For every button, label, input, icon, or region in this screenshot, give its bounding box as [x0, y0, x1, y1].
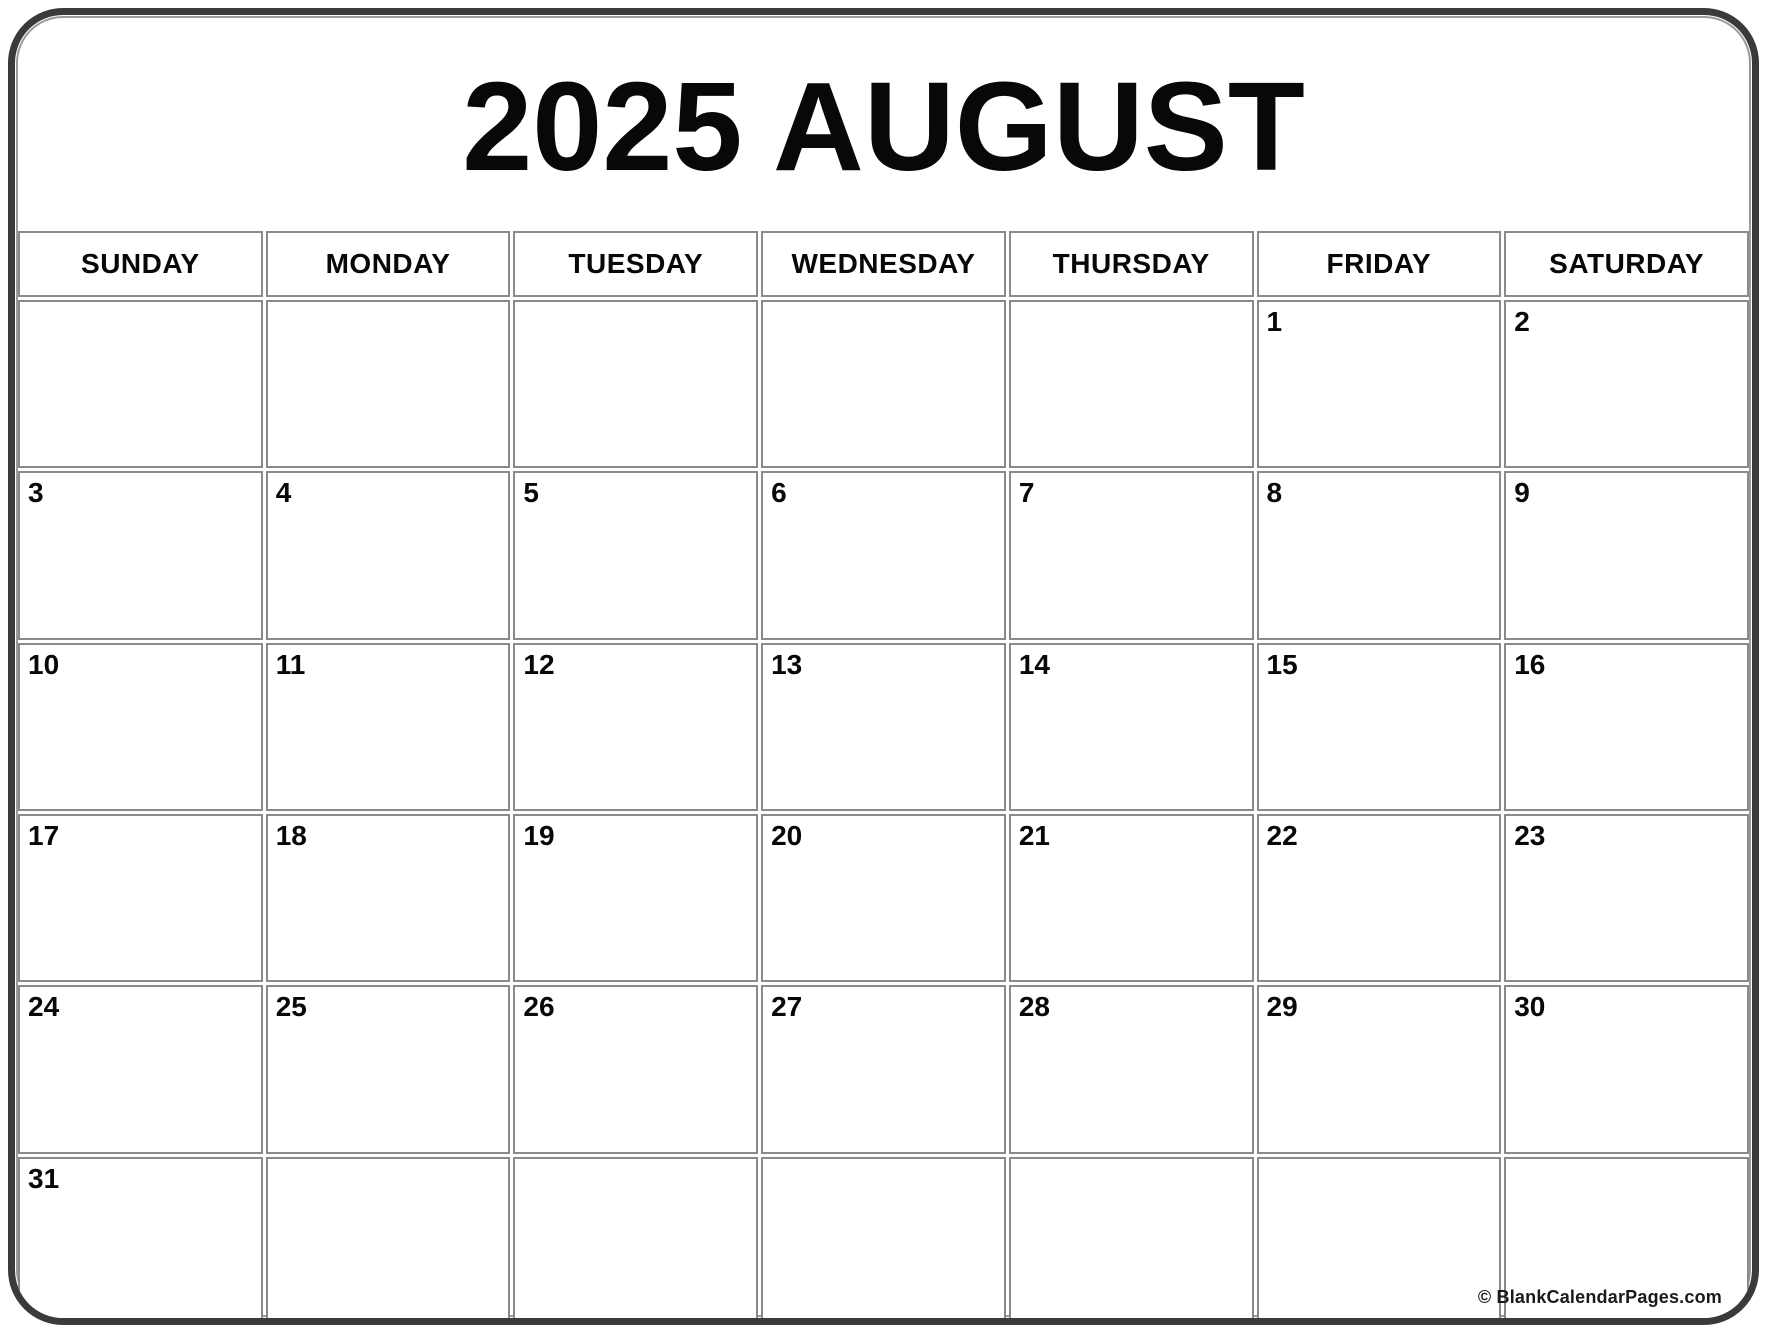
calendar-cell: 4 — [266, 471, 511, 639]
day-header-monday: MONDAY — [266, 231, 511, 297]
title-area — [15, 15, 1752, 228]
calendar-cell: 1 — [1257, 300, 1502, 468]
calendar-cell — [1009, 1157, 1254, 1325]
calendar-cell — [513, 300, 758, 468]
calendar-cell: 2 — [1504, 300, 1749, 468]
calendar-cell: 28 — [1009, 985, 1254, 1153]
calendar-cell — [761, 300, 1006, 468]
calendar-cell — [513, 1157, 758, 1325]
calendar-cell — [1009, 300, 1254, 468]
week-row-5 — [18, 985, 1749, 1153]
calendar-cell — [266, 300, 511, 468]
calendar-cell: 6 — [761, 471, 1006, 639]
calendar-cell: 14 — [1009, 643, 1254, 811]
week-row-3 — [18, 643, 1749, 811]
page-title: 2025 AUGUST — [462, 55, 1305, 197]
calendar-cell: 13 — [761, 643, 1006, 811]
calendar-cell: 7 — [1009, 471, 1254, 639]
day-header-row — [18, 231, 1749, 297]
calendar-cell — [761, 1157, 1006, 1325]
day-header-saturday: SATURDAY — [1504, 231, 1749, 297]
calendar-cell: 12 — [513, 643, 758, 811]
calendar-cell — [1257, 1157, 1502, 1325]
calendar-cell: 11 — [266, 643, 511, 811]
calendar-page — [8, 8, 1759, 1325]
day-header-thursday: THURSDAY — [1009, 231, 1254, 297]
calendar-cell: 24 — [18, 985, 263, 1153]
day-header-friday: FRIDAY — [1257, 231, 1502, 297]
calendar-cell: 8 — [1257, 471, 1502, 639]
calendar-cell: 22 — [1257, 814, 1502, 982]
calendar-cell: 5 — [513, 471, 758, 639]
week-row-1 — [18, 300, 1749, 468]
calendar-cell: 23 — [1504, 814, 1749, 982]
day-header-tuesday: TUESDAY — [513, 231, 758, 297]
calendar-cell: 27 — [761, 985, 1006, 1153]
calendar-cell — [18, 300, 263, 468]
calendar-cell: 16 — [1504, 643, 1749, 811]
calendar-cell: 3 — [18, 471, 263, 639]
calendar-cell — [266, 1157, 511, 1325]
calendar-cell: 17 — [18, 814, 263, 982]
calendar-cell: 29 — [1257, 985, 1502, 1153]
footer-credit: © BlankCalendarPages.com — [1477, 1287, 1722, 1307]
calendar-cell: 15 — [1257, 643, 1502, 811]
calendar-cell: 18 — [266, 814, 511, 982]
week-row-2 — [18, 471, 1749, 639]
calendar-cell: 21 — [1009, 814, 1254, 982]
week-row-4 — [18, 814, 1749, 982]
calendar-cell: 19 — [513, 814, 758, 982]
calendar-cell: 20 — [761, 814, 1006, 982]
day-header-sunday: SUNDAY — [18, 231, 263, 297]
calendar-table — [15, 228, 1752, 1325]
calendar-cell: 26 — [513, 985, 758, 1153]
calendar-cell: 25 — [266, 985, 511, 1153]
day-header-wednesday: WEDNESDAY — [761, 231, 1006, 297]
calendar-cell: 30 — [1504, 985, 1749, 1153]
calendar-cell: 9 — [1504, 471, 1749, 639]
calendar-cell: 10 — [18, 643, 263, 811]
calendar-cell: 31 — [18, 1157, 263, 1325]
